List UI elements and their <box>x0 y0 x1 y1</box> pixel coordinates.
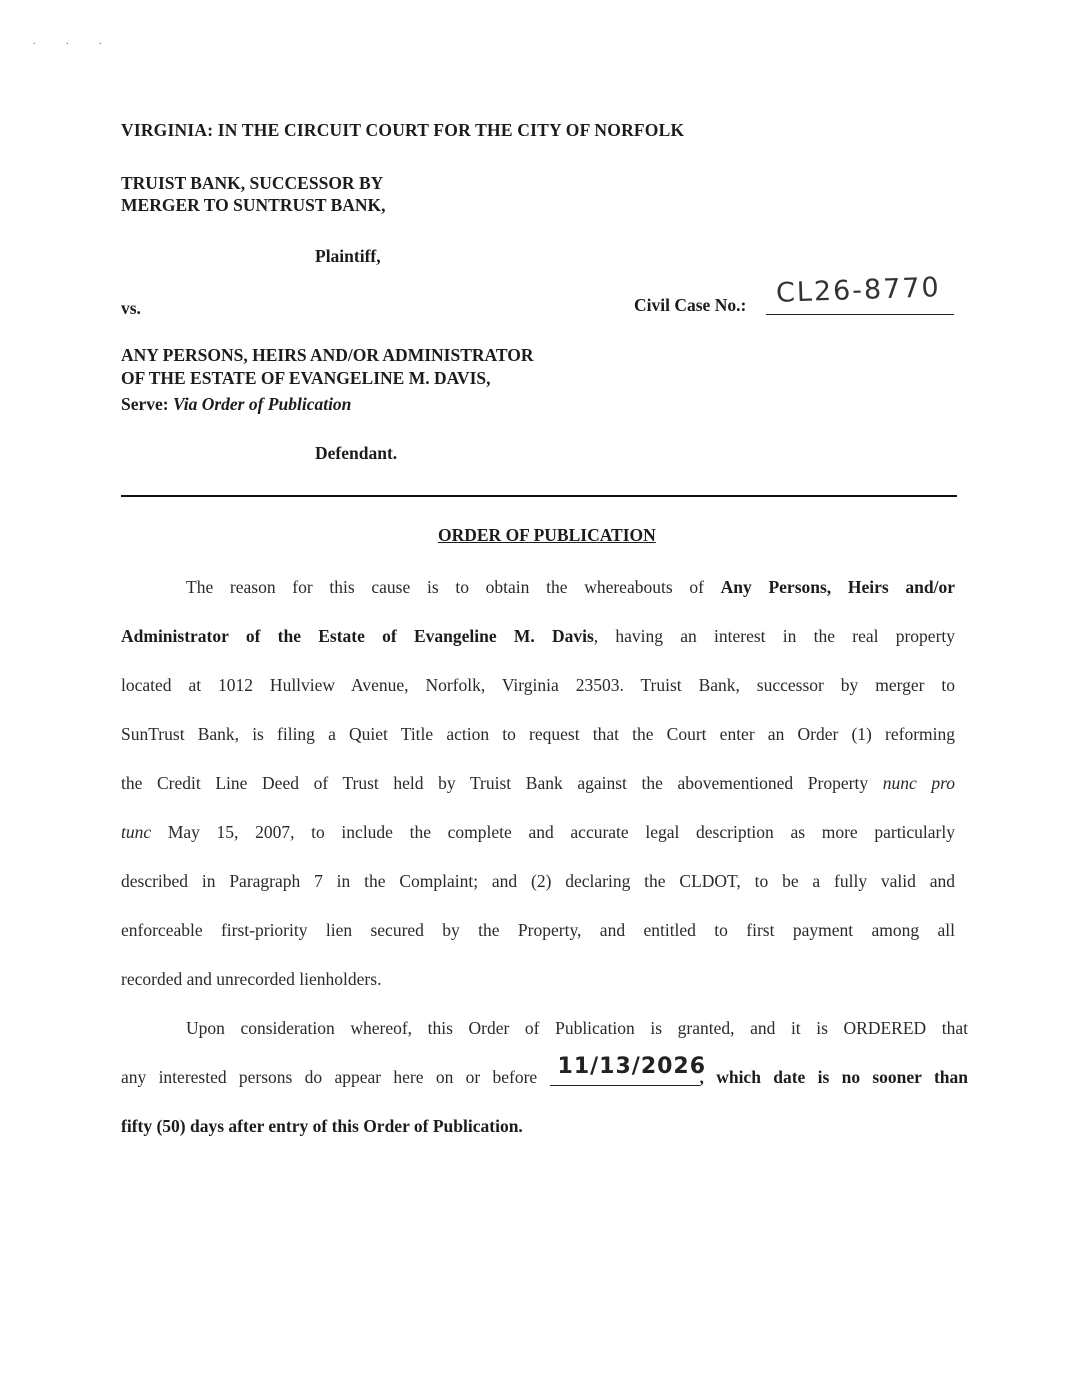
case-number-label: Civil Case No.: <box>634 295 747 315</box>
paragraph-1-line-5: the Credit Line Deed of Trust held by Truist Bank against the abovementioned Property nunc pro <box>121 773 956 793</box>
plaintiff-line-1: TRUIST BANK, SUCCESSOR BY <box>121 173 384 193</box>
defendant-role: Defendant. <box>315 443 398 463</box>
plaintiff-role: Plaintiff, <box>315 246 381 266</box>
case-number-handwritten: CL26-8770 <box>775 272 942 309</box>
case-number-underline <box>766 314 954 315</box>
scan-marks: . . . <box>33 36 116 47</box>
defendant-line-2: OF THE ESTATE OF EVANGELINE M. DAVIS, <box>121 368 491 388</box>
paragraph-1-line-1: The reason for this cause is to obtain the whereabouts of Any Persons, Heirs and/or <box>186 577 955 597</box>
paragraph-1-line-9: recorded and unrecorded lienholders. <box>121 969 382 989</box>
serve-method: Via Order of Publication <box>173 394 352 414</box>
versus-label: vs. <box>121 298 141 318</box>
caption-divider <box>121 495 957 497</box>
defendant-name <box>121 344 533 390</box>
appearance-date-field <box>550 1054 707 1086</box>
paragraph-1-line-7: described in Paragraph 7 in the Complaint; and (2) declaring the CLDOT, to be a fully valid and <box>121 871 955 891</box>
paragraph-2-line-1: Upon consideration whereof, this Order of Publication is granted, and it is ORDERED that <box>186 1018 968 1038</box>
paragraph-2-line-2: any interested persons do appear here on or before 11/13/2026 , which date is no sooner than <box>121 1054 968 1087</box>
defendant-line-1: ANY PERSONS, HEIRS AND/OR ADMINISTRATOR <box>121 345 534 365</box>
paragraph-1-line-8: enforceable first-priority lien secured by the Property, and entitled to first payment among all <box>121 920 955 940</box>
serve-label: Serve: <box>121 394 169 414</box>
court-caption: VIRGINIA: IN THE CIRCUIT COURT FOR THE CITY OF NORFOLK <box>121 120 685 140</box>
appearance-date-handwritten: 11/13/2026 <box>557 1054 707 1079</box>
paragraph-1-line-3: located at 1012 Hullview Avenue, Norfolk, Virginia 23503. Truist Bank, successor by merger to <box>121 675 955 695</box>
paragraph-1-line-6: tunc May 15, 2007, to include the complete and accurate legal description as more particularly <box>121 822 955 842</box>
plaintiff-line-2: MERGER TO SUNTRUST BANK, <box>121 195 386 215</box>
paragraph-1-line-4: SunTrust Bank, is filing a Quiet Title action to request that the Court enter an Order (1) reforming <box>121 724 955 744</box>
document-title: ORDER OF PUBLICATION <box>438 525 656 545</box>
paragraph-1-line-2: Administrator of the Estate of Evangeline M. Davis, having an interest in the real property <box>121 626 956 646</box>
serve-line <box>121 394 351 415</box>
plaintiff-name <box>121 172 386 216</box>
paragraph-2-line-3: fifty (50) days after entry of this Order of Publication. <box>121 1116 523 1136</box>
